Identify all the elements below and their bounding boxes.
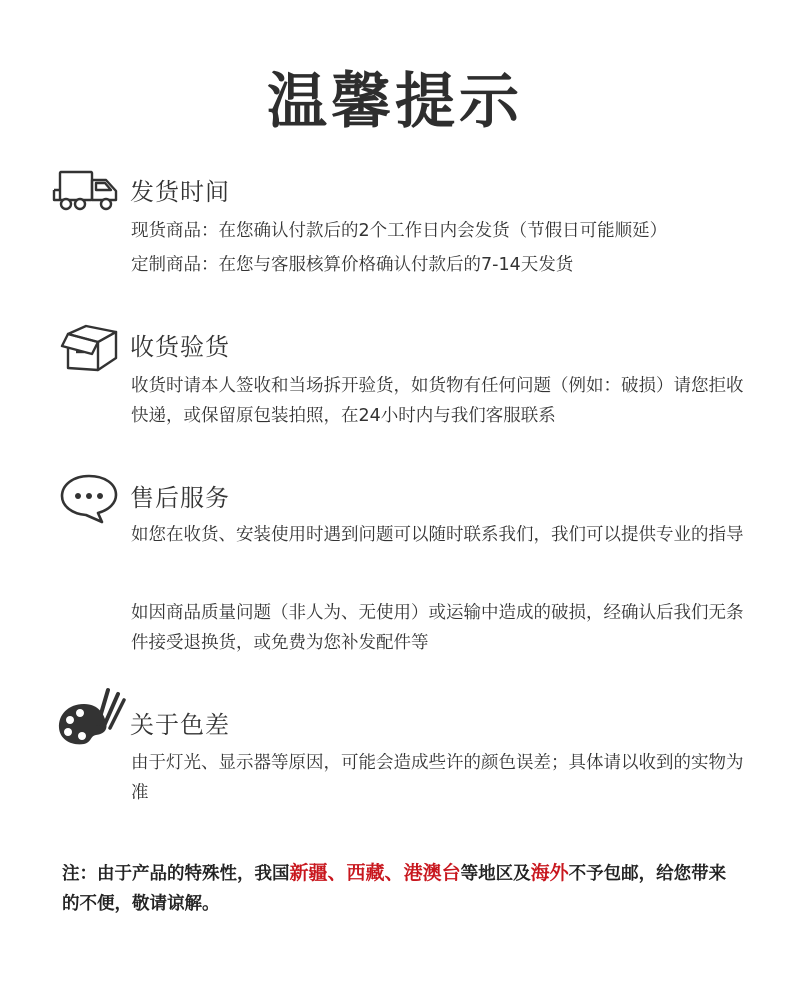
section-paragraph: 定制商品：在您与客服核算价格确认付款后的7-14天发货	[131, 255, 574, 275]
palette-icon	[56, 684, 128, 750]
section-heading: 收货验货	[130, 333, 230, 361]
chat-bubble-icon	[58, 472, 120, 526]
box-icon	[58, 322, 122, 374]
note-separator: 、	[384, 862, 404, 884]
note-text: 等地区及	[460, 864, 531, 884]
section-heading: 关于色差	[130, 711, 230, 739]
section-paragraph: 由于灯光、显示器等原因，可能会造成些许的颜色误差；具体请以收到的实物为准	[131, 753, 744, 803]
note-separator: 、	[327, 862, 347, 884]
section-paragraph: 收货时请本人签收和当场拆开验货，如货物有任何问题（例如：破损）请您拒收快递，或保留原包装拍照，在24小时内与我们客服联系	[131, 376, 744, 426]
note-region-highlight: 新疆	[289, 862, 328, 884]
note-text: 注：由于产品的特殊性，我国	[62, 864, 290, 884]
section-paragraph: 如您在收货、安装使用时遇到问题可以随时联系我们，我们可以提供专业的指导	[131, 525, 744, 545]
section-paragraph: 如因商品质量问题（非人为、无使用）或运输中造成的破损，经确认后我们无条件接受退换货，或免费为您补发配件等	[131, 603, 744, 653]
section-paragraph: 现货商品：在您确认付款后的2个工作日内会发货（节假日可能顺延）	[131, 221, 668, 241]
note-region-highlight: 海外	[530, 862, 569, 884]
shipping-note	[62, 858, 742, 919]
section-heading: 售后服务	[130, 484, 230, 512]
truck-icon	[52, 168, 122, 214]
note-region-highlight: 西藏	[346, 862, 385, 884]
note-text: 不予包邮，给您带来的不便，敬请谅解。	[62, 864, 727, 914]
section-heading: 发货时间	[130, 178, 230, 206]
page-title: 温馨提示	[267, 67, 523, 137]
note-region-highlight: 港澳台	[403, 862, 461, 884]
